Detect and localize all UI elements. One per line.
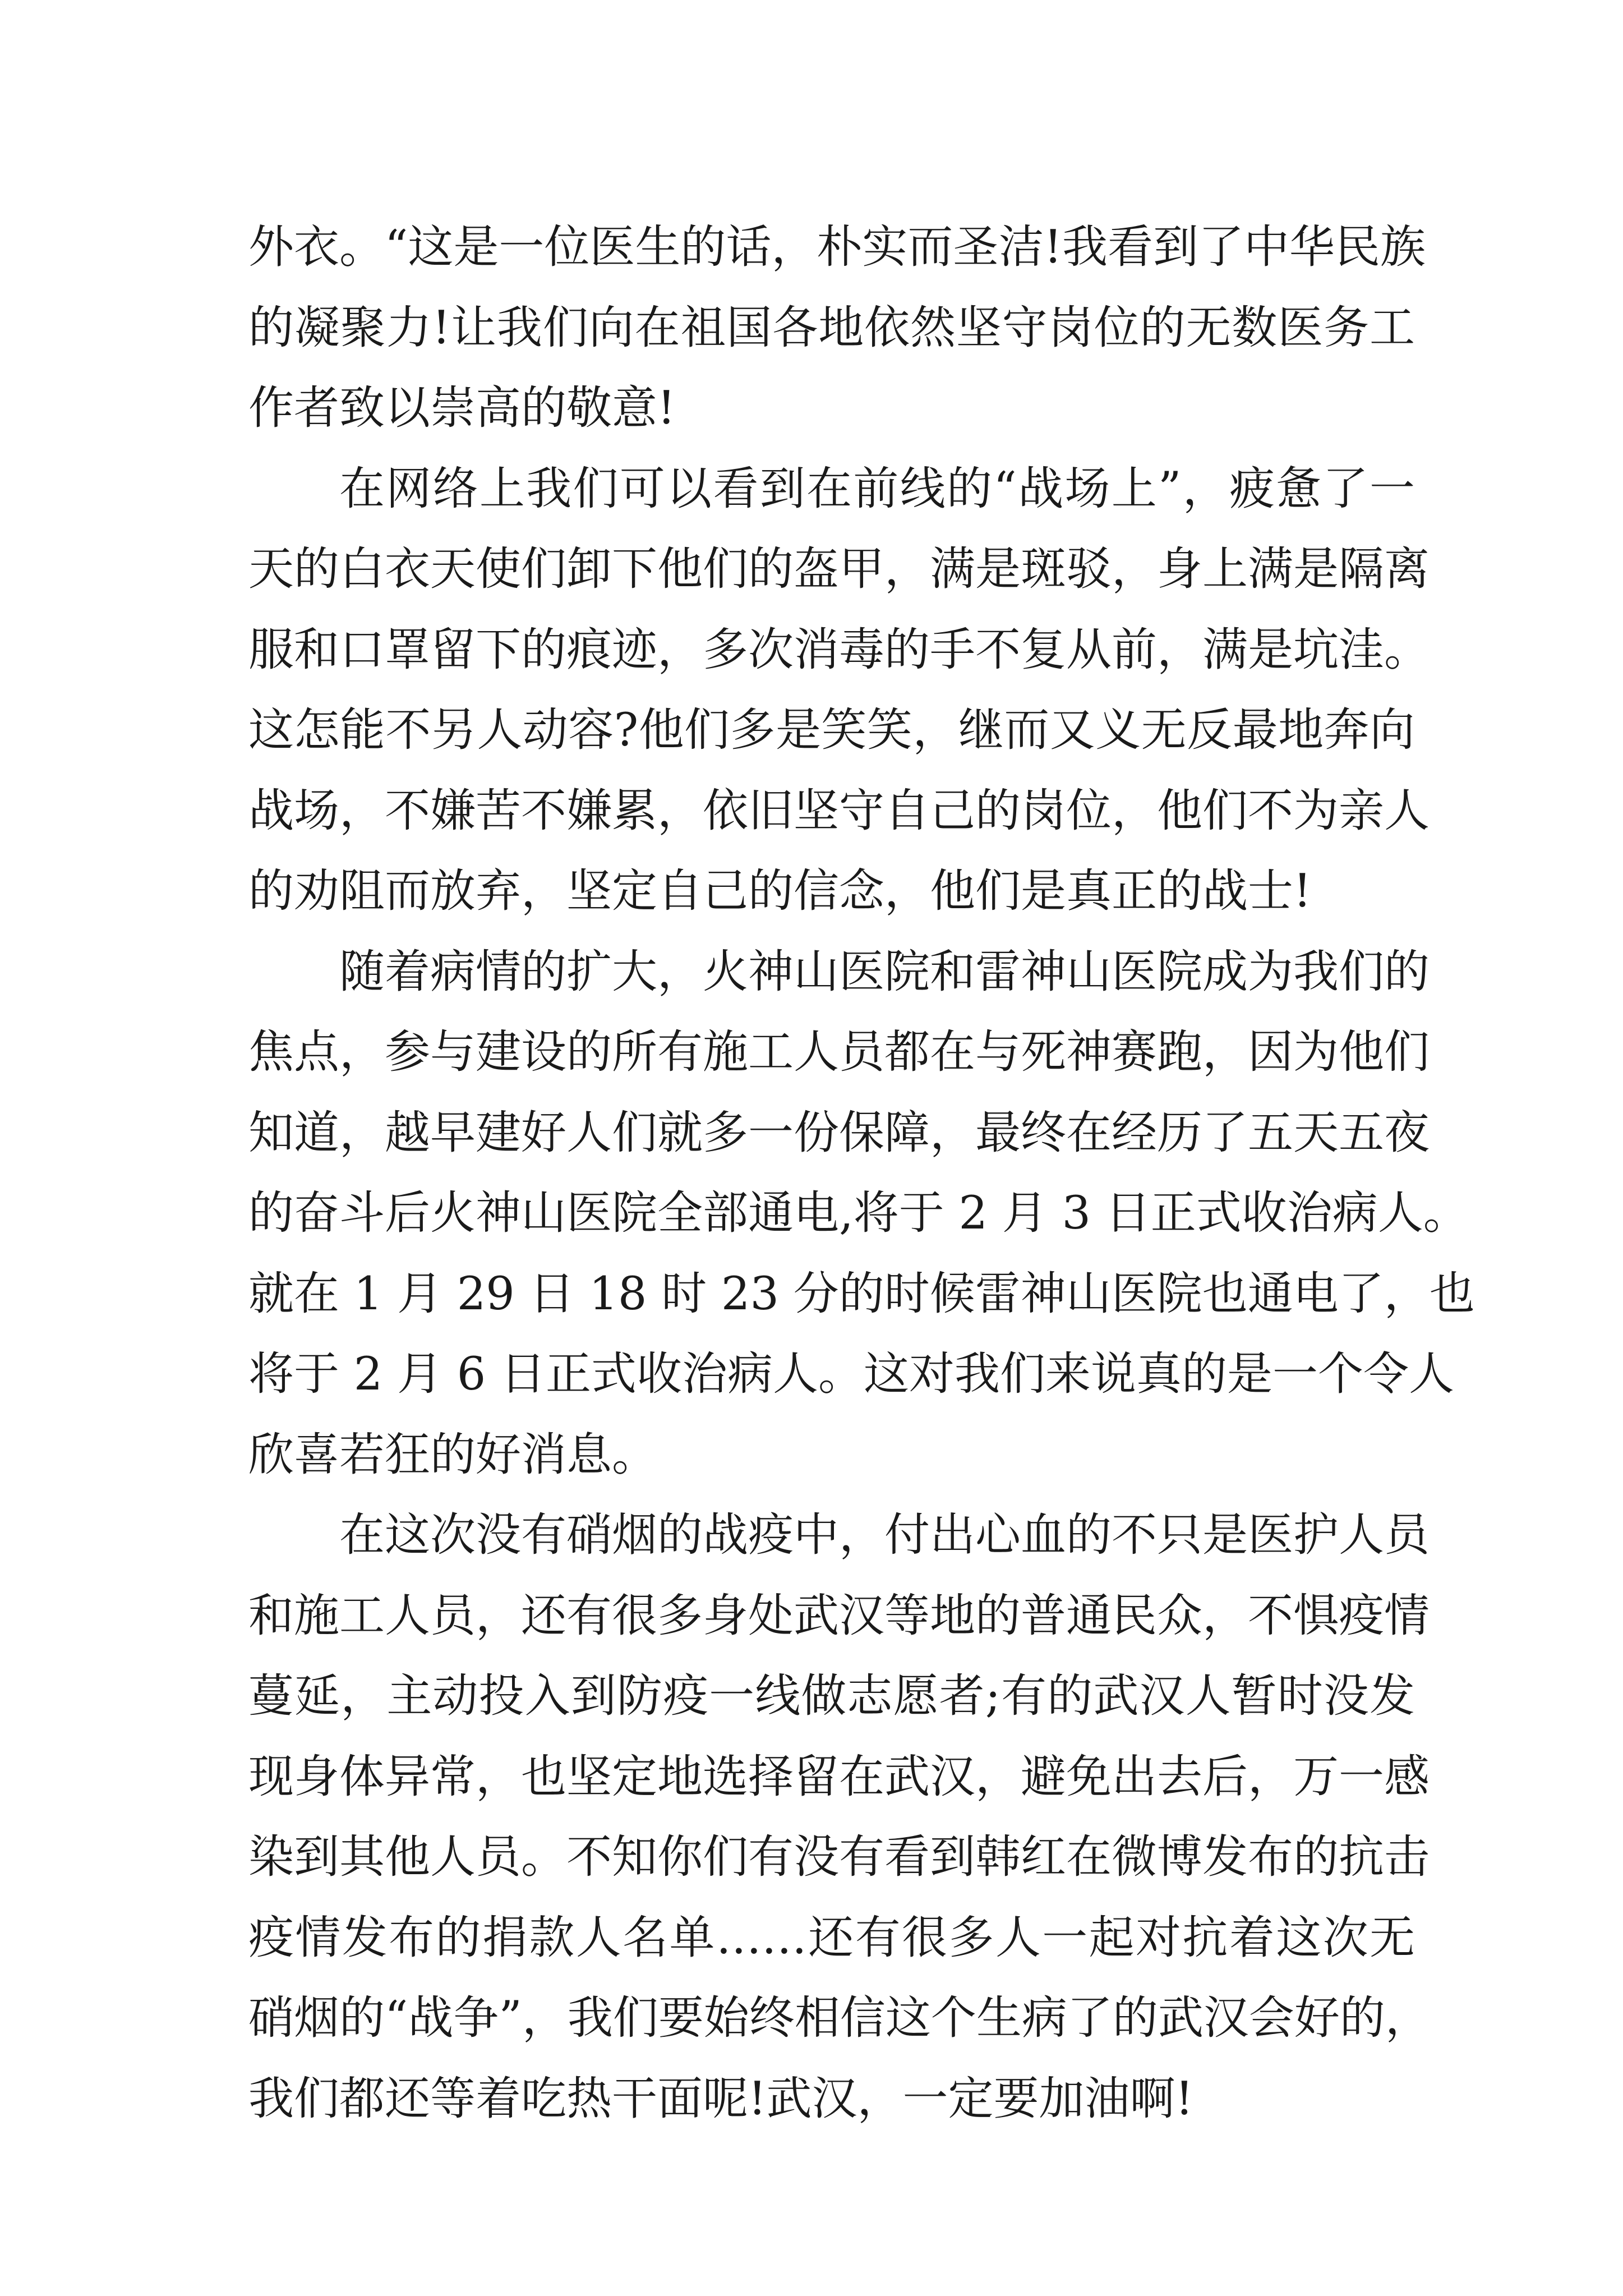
text-line: 蔓延，主动投入到防疫一线做志愿者;有的武汉人暂时没发 (248, 1670, 1415, 1723)
text-line: 知道，越早建好人们就多一份保障，最终在经历了五天五夜 (248, 1106, 1430, 1159)
text-line: 战场，不嫌苦不嫌累，依旧坚守自己的岗位，他们不为亲人 (248, 784, 1430, 838)
text-line: 染到其他人员。不知你们有没有看到韩红在微博发布的抗击 (248, 1831, 1430, 1884)
text-line: 天的白衣天使们卸下他们的盔甲，满是斑驳，身上满是隔离 (248, 543, 1430, 596)
text-line: 焦点，参与建设的所有施工人员都在与死神赛跑，因为他们 (248, 1026, 1430, 1079)
text-line: 在这次没有硝烟的战疫中，付出心血的不只是医护人员 (339, 1509, 1430, 1562)
paragraph (248, 449, 1430, 932)
text-line: 作者致以崇高的敬意! (248, 382, 676, 435)
text-line: 的凝聚力!让我们向在祖国各地依然坚守岗位的无数医务工 (248, 301, 1415, 355)
text-line: 疫情发布的捐款人名单……还有很多人一起对抗着这次无 (248, 1911, 1415, 1964)
paragraph (248, 932, 1475, 1496)
text-line: 将于 2 月 6 日正式收治病人。这对我们来说真的是一个令人 (248, 1348, 1455, 1401)
text-line: 服和口罩留下的痕迹，多次消毒的手不复从前，满是坑洼。 (248, 623, 1430, 677)
text-line: 和施工人员，还有很多身处武汉等地的普通民众，不惧疫情 (248, 1589, 1430, 1642)
text-line: 在网络上我们可以看到在前线的“战场上”，疲惫了一 (339, 462, 1415, 516)
text-line: 现身体异常，也坚定地选择留在武汉，避免出去后，万一感 (248, 1750, 1430, 1803)
text-line: 外衣。“这是一位医生的话，朴实而圣洁!我看到了中华民族 (248, 221, 1426, 274)
text-line: 硝烟的“战争”，我们要始终相信这个生病了的武汉会好的， (248, 1992, 1431, 2045)
text-line: 欣喜若狂的好消息。 (248, 1428, 658, 1481)
paragraph (248, 1496, 1431, 2139)
text-line: 的劝阻而放弃，坚定自己的信念，他们是真正的战士! (248, 865, 1312, 918)
paragraph (248, 208, 1426, 449)
text-line: 就在 1 月 29 日 18 时 23 分的时候雷神山医院也通电了，也 (248, 1267, 1475, 1320)
body-text (248, 208, 1475, 2139)
text-line: 我们都还等着吃热干面呢!武汉，一定要加油啊! (248, 2072, 1194, 2125)
text-line: 的奋斗后火神山医院全部通电,将于 2 月 3 日正式收治病人。 (248, 1187, 1469, 1240)
text-line: 这怎能不另人动容?他们多是笑笑，继而又义无反最地奔向 (248, 704, 1415, 757)
text-line: 随着病情的扩大，火神山医院和雷神山医院成为我们的 (339, 945, 1430, 999)
